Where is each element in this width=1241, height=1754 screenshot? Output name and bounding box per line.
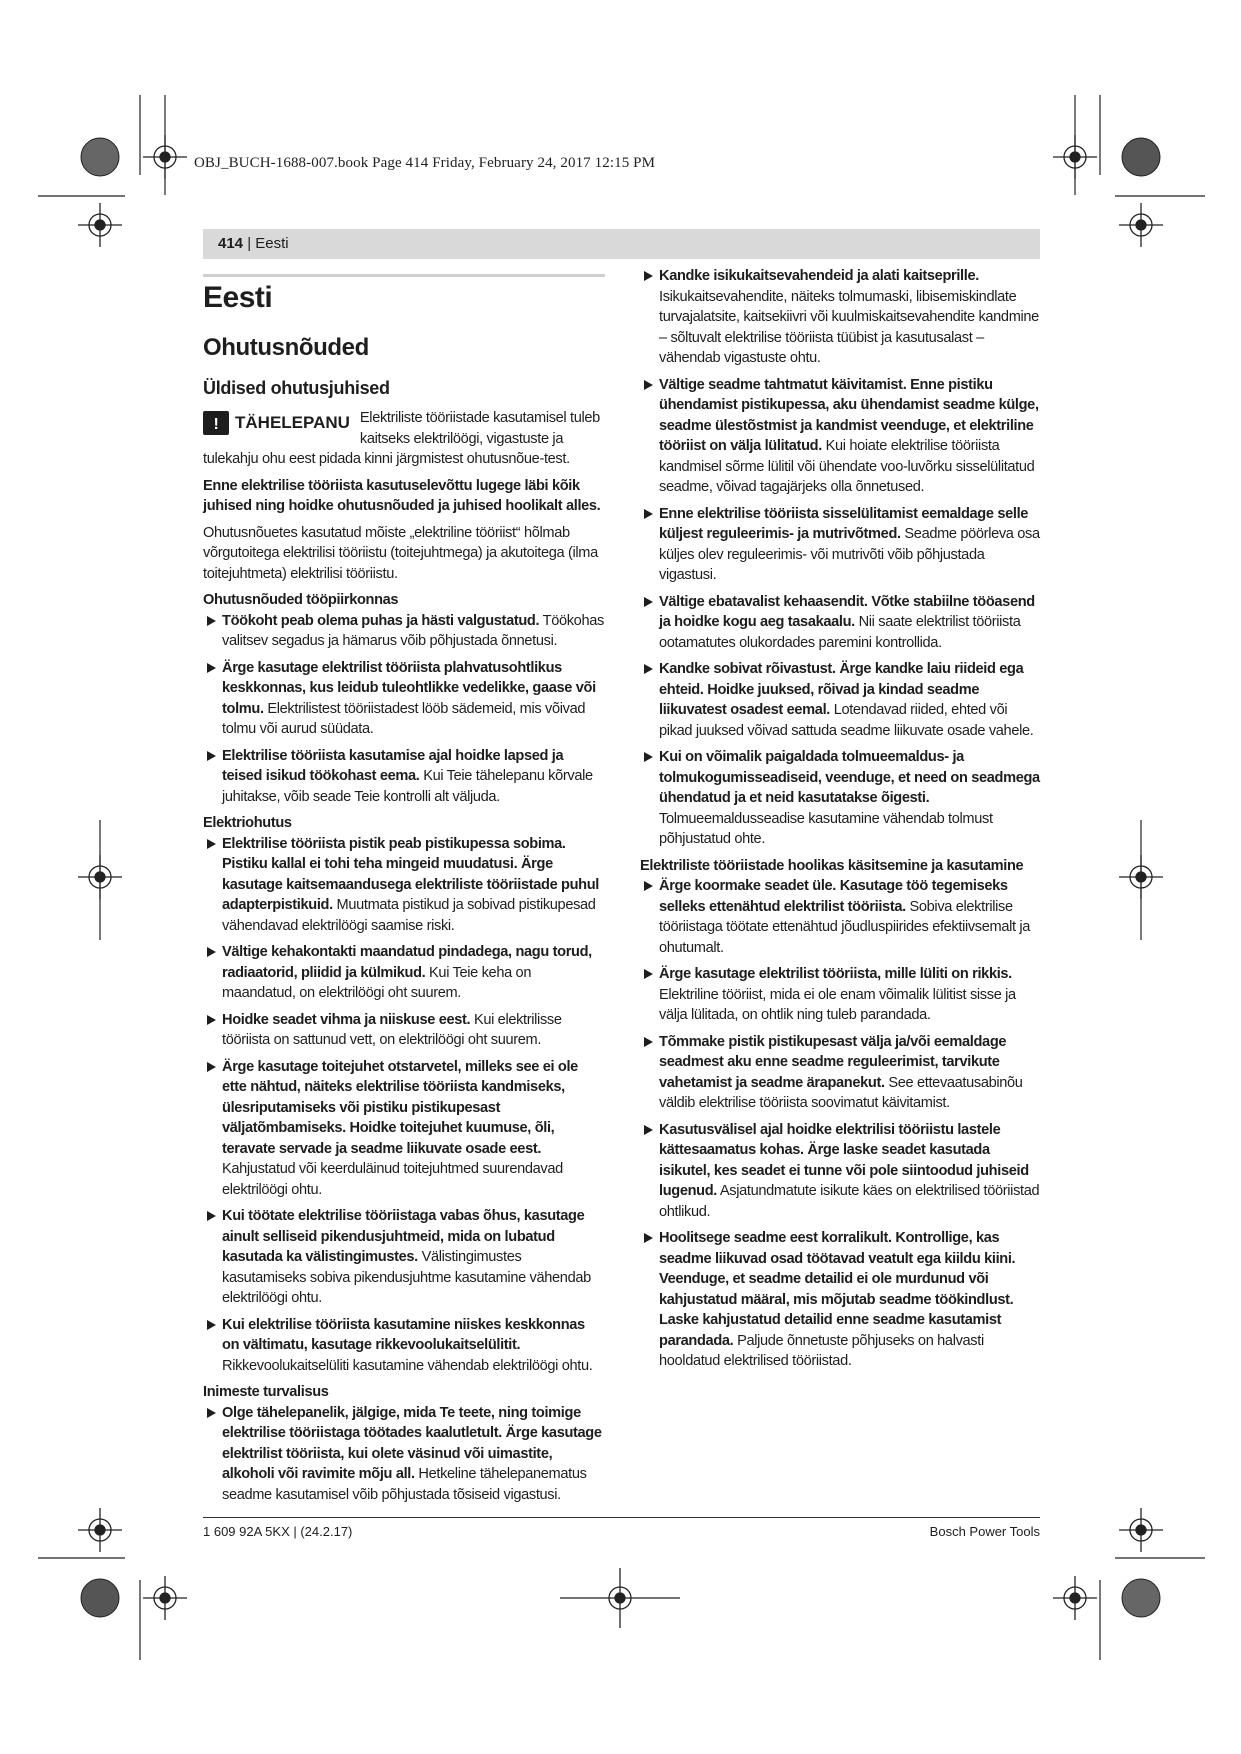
right-column: [640, 266, 1040, 1378]
section-title: Ohutusnõuded: [203, 334, 369, 361]
warning-icon: !: [203, 411, 229, 435]
list-item: Hoidke seadet vihma ja niiskuse eest. Kui elektrilisse tööriista on sattunud vett, on elektrilöögi oht suurem.: [203, 1010, 605, 1051]
electrical-list: [203, 834, 605, 1377]
list-item: Hoolitsege seadme eest korralikult. Kontrollige, kas seadme liikuvad osad töötavad veatult ega kiildu kiini. Veenduge, et seadme detailid ei ole murdunud või kahjustatud määral, mis mõjutab seadme töökindlust. Laske kahjustatud detailid enne seadme kasutamist parandada. Paljude õnnetuste põhjuseks on halvasti hooldatud elektrilised tööriistad.: [640, 1228, 1040, 1372]
work-list: [203, 611, 605, 808]
list-item: Kandke isikukaitsevahendeid ja alati kaitseprille. Isikukaitsevahendite, näiteks tolmumaski, libisemiskindlate turvajalatsite, kaitsekiivri või kuulmiskaitsevahendite kandmine – sõltuvalt elektrilise tööriista tüübist ja kasutusalast – vähendab vigastuste ohtu.: [640, 266, 1040, 369]
page-header: 414 | Eesti: [203, 229, 1040, 259]
list-item: Kandke sobivat rõivastust. Ärge kandke laiu riideid ega ehteid. Hoidke juuksed, rõivad ja kindad seadme liikuvatest osadest eemal. Lotendavad riided, ehted või pikad juuksed võivad sattuda seadme liikuvate osade vahele.: [640, 659, 1040, 741]
list-item: Vältige seadme tahtmatut käivitamist. Enne pistiku ühendamist pistikupessa, aku ühendamist seadme külge, seadme ülestõstmist ja kandmist veenduge, et elektriline tööriist on välja lülitatud. Kui hoiate elektrilise tööriista kandmisel sõrme lülitil või ühendate voo-luvõrku sisselülitatud seadme, võivad tagajärjeks olla õnnetused.: [640, 375, 1040, 498]
footer-rule: [203, 1517, 1040, 1518]
list-item: Kui töötate elektrilise tööriistaga vabas õhus, kasutage ainult selliseid pikendusjuhtmeid, mida on lubatud kasutada ka välistingimustes. Välistingimustes kasutamiseks sobiva pikendusjuhtme kasutamine vähendab elektrilöögi ohtu.: [203, 1206, 605, 1309]
page-title: Eesti: [203, 281, 273, 314]
read-all-text: Enne elektrilise tööriista kasutuselevõttu lugege läbi kõik juhised ning hoidke ohutusnõuded ja juhised hoolikalt alles.: [203, 477, 601, 514]
list-item: Kui elektrilise tööriista kasutamine niiskes keskkonnas on vältimatu, kasutage rikkevoolukaitselülitit. Rikkevoolukaitselüliti kasutamine vähendab elektrilöögi ohtu.: [203, 1315, 605, 1377]
list-item: Elektrilise tööriista kasutamise ajal hoidke lapsed ja teised isikud töökohast eema. Kui Teie tähelepanu kõrvale juhitakse, võib seade Teie kontrolli alt väljuda.: [203, 746, 605, 808]
page-number: 414: [218, 235, 244, 252]
list-item: Kasutusvälisel ajal hoidke elektrilisi tööriistu lastele kättesaamatus kohas. Ärge laske seadet kasutada isikutel, kes seadet ei tunne või pole siintoodud juhiseid lugenud. Asjatundmatute isikute käes on elektrilised tööriistad ohtlikud.: [640, 1120, 1040, 1223]
list-item: Ärge kasutage elektrilist tööriista, mille lüliti on rikkis. Elektriline tööriist, mida ei ole enam võimalik lülitist sisse ja välja lülitada, on ohtlik ning tuleb parandada.: [640, 964, 1040, 1026]
header-section: Eesti: [255, 235, 289, 252]
warning-badge: ! TÄHELEPANU: [203, 411, 350, 435]
list-item: Töökoht peab olema puhas ja hästi valgustatud. Töökohas valitsev segadus ja hämarus võib põhjustada õnnetusi.: [203, 611, 605, 652]
warning-block: [203, 408, 605, 470]
list-item: Enne elektrilise tööriista sisselülitamist eemaldage selle küljest reguleerimis- ja mutrivõtmed. Seadme pöörleva osa küljes olev reguleerimis- või mutrivõti võib põhjustada vigastusi.: [640, 504, 1040, 586]
personal-list-start: [203, 1403, 605, 1506]
list-item: Ärge kasutage elektrilist tööriista plahvatusohtlikus keskkonnas, kus leidub tuleohtlikke vedelikke, gaase või tolmu. Elektrilistest tööriistadest lööb sädemeid, mis võivad tolmu või aurud süüdata.: [203, 658, 605, 740]
handling-list: [640, 876, 1040, 1372]
term-definition: Ohutusnõuetes kasutatud mõiste „elektriline tööriist“ hõlmab võrgutoitega elektrilisi tööriistu (toitejuhtmega) ja akutoitega (ilma toitejuhtmeta) elektrilisi tööriistu.: [203, 524, 598, 582]
work-area-heading: Ohutusnõuded tööpiirkonnas: [203, 592, 399, 608]
electrical-heading: Elektriohutus: [203, 815, 292, 831]
left-column: [203, 278, 605, 1511]
title-rule: [203, 274, 605, 277]
footer-brand: Bosch Power Tools: [929, 1524, 1040, 1539]
list-item: Vältige ebatavalist kehaasendit. Võtke stabiilne tööasend ja hoidke kogu aeg tasakaalu. Nii saate elektrilist tööriista ootamatutes olukordades paremini kontrollida.: [640, 592, 1040, 654]
list-item: Kui on võimalik paigaldada tolmueemaldus- ja tolmukogumisseadiseid, veenduge, et need on seadmega ühendatud ja et neid kasutatakse õigesti. Tolmueemaldusseadise kasutamine vähendab tolmust põhjustatud ohte.: [640, 747, 1040, 850]
list-item: Olge tähelepanelik, jälgige, mida Te teete, ning toimige elektrilise tööriistaga töötades kaalutletult. Ärge kasutage elektrilist tööriista, kui olete väsinud või uimastite, alkoholi või ravimite mõju all. Hetkeline tähelepanematus seadme kasutamisel võib põhjustada tõsiseid vigastusi.: [203, 1403, 605, 1506]
personal-list: [640, 266, 1040, 850]
list-item: Tõmmake pistik pistikupesast välja ja/või eemaldage seadmest aku enne seadme reguleerimist, tarvikute vahetamist ja seadme ärapanekut. See ettevaatusabinõu väldib elektrilise tööriista soovimatut käivitamist.: [640, 1032, 1040, 1114]
general-heading: Üldised ohutusjuhised: [203, 378, 390, 398]
list-item: Ärge koormake seadet üle. Kasutage töö tegemiseks selleks ettenähtud elektrilist tööriista. Sobiva elektrilise tööriistaga töötate ettenähtud jõudluspiirides efektiivsemalt ja ohutumalt.: [640, 876, 1040, 958]
footer-code: 1 609 92A 5KX | (24.2.17): [203, 1524, 353, 1539]
list-item: Elektrilise tööriista pistik peab pistikupessa sobima. Pistiku kallal ei tohi teha mingeid muudatusi. Ärge kasutage kaitsemaandusega elektriliste tööriistade puhul adapterpistikuid. Muutmata pistikud ja sobivad pistikupesad vähendavad elektrilöögi saamise riski.: [203, 834, 605, 937]
print-slug: OBJ_BUCH-1688-007.book Page 414 Friday, February 24, 2017 12:15 PM: [194, 155, 656, 171]
personal-safety-heading: Inimeste turvalisus: [203, 1384, 329, 1400]
handling-heading: Elektriliste tööriistade hoolikas käsitsemine ja kasutamine: [640, 857, 1024, 874]
list-item: Ärge kasutage toitejuhet otstarvetel, milleks see ei ole ette nähtud, näiteks elektrilise tööriista kandmiseks, ülesriputamiseks või pistiku pistikupesast väljatõmbamiseks. Hoidke toitejuhet kuumuse, õli, teravate servade ja seadme liikuvate osade eest. Kahjustatud või keerduläinud toitejuhtmed suurendavad elektrilöögi ohtu.: [203, 1057, 605, 1201]
warning-text: Elektriliste tööriistade kasutamisel tuleb kaitseks elektrilöögi, vigastuste ja tulekahju ohu eest pidada kinni järgmistest ohutusnõue-test.: [203, 410, 600, 467]
list-item: Vältige kehakontakti maandatud pindadega, nagu torud, radiaatorid, pliidid ja külmikud. Kui Teie keha on maandatud, on elektrilöögi oht suurem.: [203, 942, 605, 1004]
